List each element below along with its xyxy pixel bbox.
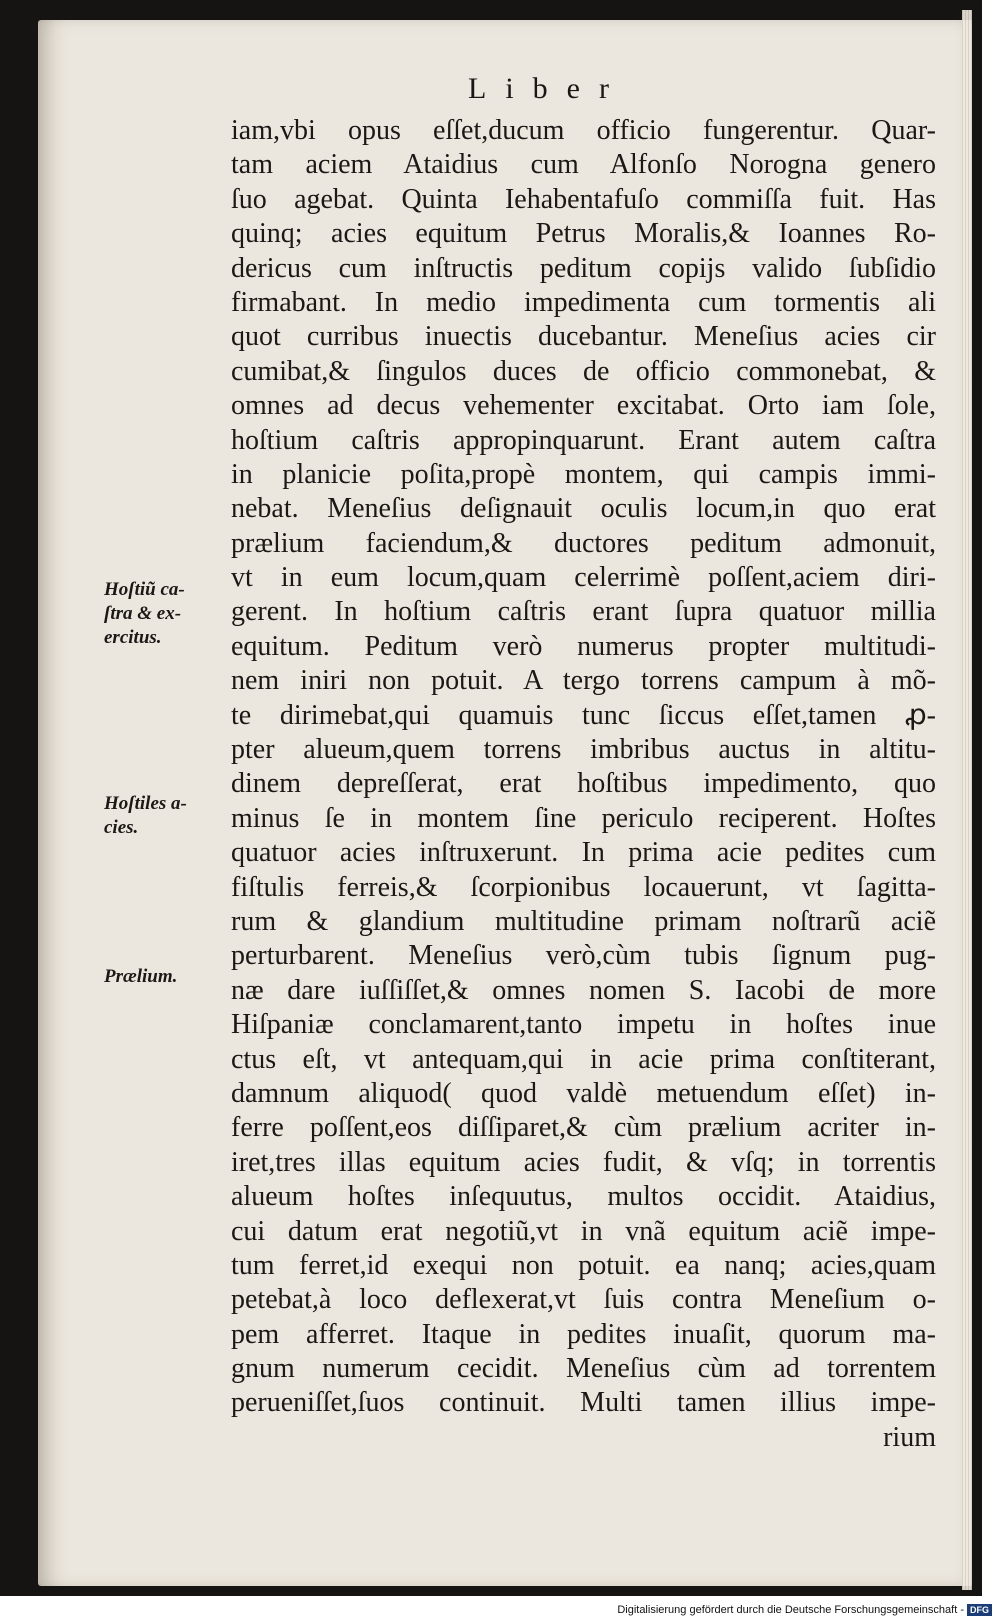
text-line: equitum. Peditum verò numerus propter multitudi-	[231, 630, 936, 662]
text-line: gerent. In hoſtium caſtris erant ſupra quatuor millia	[231, 596, 936, 628]
text-line: gnum numerum cecidit. Meneſius cùm ad torrentem	[231, 1353, 936, 1385]
running-head: Liber	[468, 72, 628, 105]
text-line: pter alueum,quem torrens imbribus auctus in altitu-	[231, 734, 936, 766]
gloss-line: cies.	[104, 817, 139, 838]
text-line: rium	[883, 1421, 936, 1453]
text-line: prælium faciendum,& ductores peditum admonuit,	[231, 527, 936, 559]
text-line: hoſtium caſtris appropinquarunt. Erant autem caſtra	[231, 424, 936, 456]
text-line: minus ſe in montem ſine periculo reciperent. Hoſtes	[231, 802, 936, 834]
text-line: alueum hoſtes inſequutus, multos occidit. Ataidius,	[231, 1181, 936, 1213]
margin-gloss-hostium-castra	[104, 578, 224, 650]
gloss-line: ſtra & ex-	[104, 603, 182, 624]
text-line: quatuor acies inſtruxerunt. In prima acie pedites cum	[231, 837, 936, 869]
text-line: pem afferret. Itaque in pedites inuaſit, quorum ma-	[231, 1318, 936, 1350]
text-line: fiſtulis ferreis,& ſcorpionibus locauerunt, vt ſagitta-	[231, 871, 936, 903]
text-line: rum & glandium multitudine primam noſtrarũ aciẽ	[231, 905, 936, 937]
gloss-line: ercitus.	[104, 627, 162, 648]
gloss-line: Prælium.	[104, 966, 178, 987]
margin-gloss-hostiles-acies	[104, 792, 224, 840]
text-line: cumibat,& ſingulos duces de officio commonebat, &	[231, 355, 936, 387]
text-line: nebat. Meneſius deſignauit oculis locum,in quo erat	[231, 493, 936, 525]
text-line: ferre poſſent,eos diſſiparet,& cùm prælium acriter in-	[231, 1112, 936, 1144]
text-line: dinem depreſſerat, erat hoſtibus impedimento, quo	[231, 768, 936, 800]
body-text	[231, 114, 936, 1455]
text-line: Hiſpaniæ conclamarent,tanto impetu in hoſtes inue	[231, 1009, 936, 1041]
text-line: nem iniri non potuit. A tergo torrens campum à mõ-	[231, 665, 936, 697]
dfg-logo: DFG	[967, 1604, 992, 1616]
text-line: iret,tres illas equitum acies fudit, & vſq; in torrentis	[231, 1146, 936, 1178]
text-line: ſuo agebat. Quinta Iehabentafuſo commiſſa fuit. Has	[231, 183, 936, 215]
text-line: petebat,à loco deflexerat,vt ſuis contra Meneſium o-	[231, 1284, 936, 1316]
text-line: in planicie poſita,propè montem, qui campis immi-	[231, 458, 936, 490]
text-line: perueniſſet,ſuos continuit. Multi tamen illius impe-	[231, 1387, 936, 1419]
gloss-line: Hoſtiles a-	[104, 793, 187, 814]
text-line: dericus cum inſtructis peditum copijs valido ſubſidio	[231, 252, 936, 284]
text-line: quot curribus inuectis ducebantur. Meneſius acies cir	[231, 321, 936, 353]
footer-text: Digitalisierung gefördert durch die Deutsche Forschungsgemeinschaft -	[617, 1604, 964, 1616]
digitization-footer	[584, 1604, 992, 1616]
text-line: tum ferret,id exequi non potuit. ea nanq; acies,quam	[231, 1249, 936, 1281]
text-line: quinq; acies equitum Petrus Moralis,& Ioannes Ro-	[231, 218, 936, 250]
text-line: næ dare iuſſiſſet,& omnes nomen S. Iacobi de more	[231, 974, 936, 1006]
text-line: tam aciem Ataidius cum Alfonſo Norogna genero	[231, 149, 936, 181]
text-line: vt in eum locum,quam celerrimè poſſent,aciem diri-	[231, 562, 936, 594]
text-line: damnum aliquod( quod valdè metuendum eſſet) in-	[231, 1077, 936, 1109]
margin-gloss-praelium	[104, 965, 224, 989]
text-line: firmabant. In medio impedimenta cum tormentis ali	[231, 286, 936, 318]
page-fore-edge	[962, 10, 972, 1590]
text-line: perturbarent. Meneſius verò,cùm tubis ſignum pug-	[231, 940, 936, 972]
text-line: ctus eſt, vt antequam,qui in acie prima conſtiterant,	[231, 1043, 936, 1075]
text-line: omnes ad decus vehementer excitabat. Orto iam ſole,	[231, 390, 936, 422]
text-line: te dirimebat,qui quamuis tunc ſiccus eſſet,tamen ꝓ-	[231, 699, 936, 731]
gloss-line: Hoſtiũ ca-	[104, 579, 185, 600]
text-line: cui datum erat negotiũ,vt in vnã equitum aciẽ impe-	[231, 1215, 936, 1247]
text-line: iam,vbi opus eſſet,ducum officio fungerentur. Quar-	[231, 115, 936, 146]
